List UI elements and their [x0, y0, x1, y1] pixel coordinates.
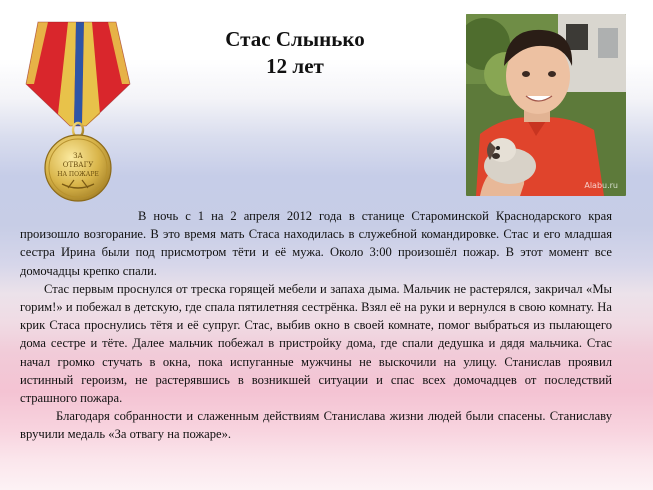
svg-text:ОТВАГУ: ОТВАГУ [62, 161, 94, 169]
story-paragraph-3: Благодаря собранности и слаженным действиям Станислава жизни людей были спасены. Станиславу вручили медаль «За отвагу на пожаре». [20, 409, 612, 442]
story-paragraph-1: В ночь с 1 на 2 апреля 2012 года в станице Староминской Краснодарского края произошло возгорание. В это время мать Стаса находилась в служебной командировке. Стас и его младшая сестра Ирина были под присмотром тёти и её мужа. Около 3:00 произошёл пожар. В этот момент все домочадцы крепко спали. [20, 209, 612, 278]
boy-with-puppy-photo [466, 14, 626, 196]
svg-text:НА ПОЖАРЕ: НА ПОЖАРЕ [57, 171, 99, 178]
hero-age: 12 лет [266, 54, 324, 78]
boy-photo [466, 14, 626, 196]
story-paragraph-2: Стас первым проснулся от треска горящей мебели и запаха дыма. Мальчик не растерялся, закричал «Мы горим!» и побежал в детскую, где спала пятилетняя сестрёнка. Взял её на руки и вернулся в свою комнату. На крик Стаса проснулись тётя и её супруг. Стас, выбив окно в своей комнате, помог выбраться из пылающего дома сестре и тёте. Далее мальчик побежал в пристройку дома, где спали дедушка и дядя мальчика. Стас начал громко стучать в окна, пока испуганные мужчины не выскочили на улицу. Станислав проявил истинный героизм, не растерявшись в возникшей ситуации и спас всех домочадцев от последствий страшного пожара. [20, 281, 612, 406]
hero-name: Стас Слынько [225, 27, 365, 51]
story-text [20, 207, 612, 444]
medal-icon [18, 16, 138, 206]
title-block [175, 26, 415, 80]
medal-image [18, 16, 138, 206]
svg-text:ЗА: ЗА [73, 152, 83, 160]
photo-watermark: Alabu.ru [584, 181, 618, 190]
